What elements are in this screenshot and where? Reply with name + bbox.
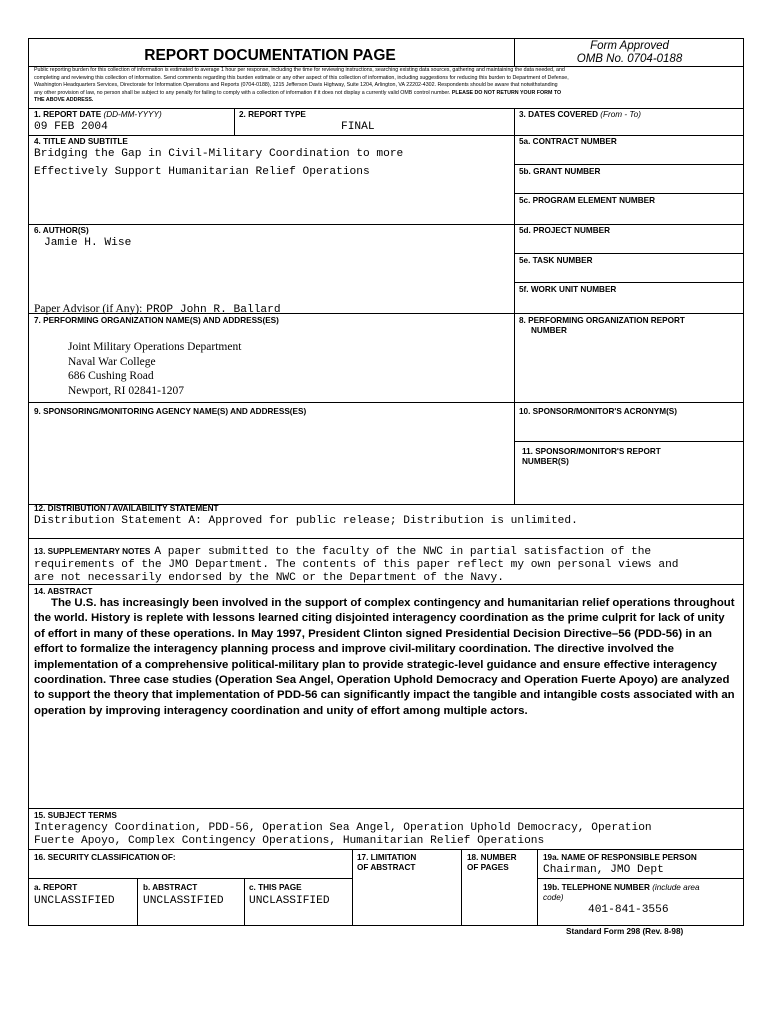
- row-rule: [28, 808, 744, 809]
- abstract-label: 14. ABSTRACT: [34, 587, 93, 596]
- number-of-pages-label-line: 18. NUMBER: [467, 853, 517, 862]
- col-rule: [137, 878, 138, 926]
- responsible-person-value[interactable]: Chairman, JMO Dept: [543, 864, 664, 876]
- distribution-label: 12. DISTRIBUTION / AVAILABILITY STATEMENT: [34, 504, 219, 513]
- advisor-prefix: Paper Advisor (if Any):: [34, 303, 143, 315]
- limitation-label-line: 17. LIMITATION: [357, 853, 417, 862]
- limitation-label-line: OF ABSTRACT: [357, 863, 416, 872]
- row-rule: [514, 253, 744, 254]
- task-number-label: 5e. TASK NUMBER: [519, 256, 593, 265]
- row-rule: [28, 402, 744, 403]
- subject-terms-label: 15. SUBJECT TERMS: [34, 811, 117, 820]
- report-date-hint: (DD-MM-YYYY): [103, 110, 162, 119]
- col-rule: [461, 849, 462, 926]
- report-date-label: [34, 110, 162, 120]
- authors-label: 6. AUTHOR(S): [34, 226, 89, 235]
- perf-report-number-label: [519, 316, 685, 336]
- supplementary-label: 13. SUPPLEMENTARY NOTES: [34, 547, 151, 556]
- subject-terms-line1[interactable]: Interagency Coordination, PDD-56, Operation Sea Angel, Operation Uphold Democracy, Operation: [34, 822, 652, 834]
- perf-report-number-label-line: NUMBER: [531, 326, 567, 335]
- report-type-value[interactable]: FINAL: [341, 121, 375, 133]
- page-title: REPORT DOCUMENTATION PAGE: [144, 47, 396, 64]
- limitation-label: [357, 853, 416, 873]
- telephone-label-text: 19b. TELEPHONE NUMBER: [543, 883, 650, 892]
- sponsor-agency-label: 9. SPONSORING/MONITORING AGENCY NAME(S) AND ADDRESS(ES): [34, 407, 307, 416]
- abstract-text[interactable]: The U.S. has increasingly been involved in the support of complex contingency and humanitarian relief operations throughout the world. History is replete with lessons learned citing disjointed interagency coordination as the prime culprit for lack of unity of effort in many of these operations. In May 1997, President Clinton signed Presidential Decision Directive–56 (PDD-56) in an effort to formalize the interagency planning process and improve civil-military coordination. The directive involved the implementation of a comprehensive political-military plan to provide strategic-level guidance and ensure effective interagency coordination. Three case studies (Operation Sea Angel, Operation Uphold Democracy and Operation Fuerte Apoyo) are analyzed to support the theory that implementation of PDD-56 can significantly impact the tangible and intangible costs associated with an operation by improving interagency coordination and unity of effort among multiple actors.: [34, 597, 735, 717]
- number-of-pages-label-line: OF PAGES: [467, 863, 509, 872]
- col-rule: [244, 878, 245, 926]
- abstract-classification-label: b. ABSTRACT: [143, 883, 198, 892]
- sponsor-report-number-label: [522, 447, 661, 467]
- report-type-label: 2. REPORT TYPE: [239, 110, 306, 119]
- supplementary-text: A paper submitted to the faculty of the NWC in partial satisfaction of the: [154, 546, 652, 558]
- burden-warning: PLEASE DO NOT RETURN YOUR FORM TO: [451, 89, 562, 96]
- report-classification-label: a. REPORT: [34, 883, 78, 892]
- supplementary-notes[interactable]: [34, 541, 740, 585]
- burden-warning: THE ABOVE ADDRESS.: [34, 97, 94, 104]
- program-element-label: 5c. PROGRAM ELEMENT NUMBER: [519, 196, 656, 205]
- org-address-line: Newport, RI 02841-1207: [68, 384, 184, 397]
- performing-org-label: 7. PERFORMING ORGANIZATION NAME(S) AND ADDRESS(ES): [34, 316, 279, 325]
- col-rule: [514, 108, 515, 504]
- burden-line: completing and reviewing this collection of information. Send comments regarding this burden estimate or any other aspect of this collection of information, including suggestions for reducing this burden to Department of Defense,: [34, 74, 569, 81]
- report-date-label-text: 1. REPORT DATE: [34, 110, 102, 119]
- title-value-line1[interactable]: Bridging the Gap in Civil-Military Coordination to more: [34, 148, 404, 160]
- burden-line: [34, 90, 740, 98]
- row-rule: [28, 584, 744, 585]
- project-number-label: 5d. PROJECT NUMBER: [519, 226, 610, 235]
- telephone-value[interactable]: 401-841-3556: [588, 904, 669, 916]
- number-of-pages-label: [467, 853, 517, 873]
- abstract-classification-value[interactable]: UNCLASSIFIED: [143, 895, 224, 907]
- sponsor-acronym-label: 10. SPONSOR/MONITOR'S ACRONYM(S): [519, 407, 677, 416]
- row-rule: [514, 193, 744, 194]
- dates-covered-label: [519, 110, 641, 120]
- page-classification-label: c. THIS PAGE: [249, 883, 302, 892]
- page-classification-value[interactable]: UNCLASSIFIED: [249, 895, 330, 907]
- org-address-line: Joint Military Operations Department: [68, 341, 242, 353]
- responsible-person-label: 19a. NAME OF RESPONSIBLE PERSON: [543, 853, 697, 862]
- supplementary-line: are not necessarily endorsed by the NWC or the Department of the Navy.: [34, 572, 504, 584]
- row-rule: [28, 313, 744, 314]
- col-rule: [537, 849, 538, 926]
- subject-terms-line2[interactable]: Fuerte Apoyo, Complex Contingency Operations, Humanitarian Relief Operations: [34, 835, 545, 847]
- sponsor-report-number-label-line: NUMBER(S): [522, 457, 569, 466]
- org-address-line: 686 Cushing Road: [68, 370, 154, 382]
- telephone-label: [543, 883, 700, 893]
- row-rule: [28, 849, 744, 850]
- telephone-hint: code): [543, 893, 564, 902]
- row-rule: [28, 538, 744, 539]
- row-rule: [28, 135, 744, 136]
- burden-line: Public reporting burden for this collection of information is estimated to average 1 hour per response, including the time for reviewing instructions, searching existing data sources, gathering and maintaining the data needed, and: [34, 67, 565, 73]
- burden-line: [34, 97, 740, 105]
- burden-statement: [34, 67, 740, 105]
- org-address[interactable]: [68, 340, 241, 398]
- grant-number-label: 5b. GRANT NUMBER: [519, 167, 601, 176]
- col-rule: [234, 108, 235, 135]
- burden-text: any other provision of law, no person shall be subject to any penalty for failing to comply with a collection of information if it does not display a currently valid OMB control number.: [34, 89, 451, 96]
- org-address-line: Naval War College: [68, 355, 156, 368]
- col-rule: [352, 849, 353, 926]
- omb-number: OMB No. 0704-0188: [576, 53, 683, 65]
- work-unit-label: 5f. WORK UNIT NUMBER: [519, 285, 617, 294]
- row-rule: [28, 108, 744, 109]
- dates-covered-label-text: 3. DATES COVERED: [519, 110, 599, 119]
- paper-advisor: [34, 299, 281, 317]
- advisor-value[interactable]: PROP John R. Ballard: [146, 304, 281, 316]
- row-rule: [28, 878, 353, 879]
- burden-line: Washington Headquarters Services, Directorate for Information Operations and Reports (0704-0188), 1215 Jefferson Davis Highway, Suite 1204, Arlington, VA 22202-4302. Respondents should be aware that notwithstanding: [34, 82, 558, 89]
- dates-covered-hint: (From - To): [600, 110, 641, 119]
- row-rule: [514, 164, 744, 165]
- perf-report-number-label-line: 8. PERFORMING ORGANIZATION REPORT: [519, 316, 685, 325]
- row-rule: [28, 224, 744, 225]
- row-rule: [514, 441, 744, 442]
- contract-number-label: 5a. CONTRACT NUMBER: [519, 137, 617, 146]
- security-classification-label: 16. SECURITY CLASSIFICATION OF:: [34, 853, 176, 862]
- form-approved-label: Form Approved: [590, 40, 669, 52]
- distribution-value[interactable]: Distribution Statement A: Approved for public release; Distribution is unlimited.: [34, 515, 578, 527]
- telephone-hint: (include area: [652, 883, 700, 892]
- telephone-hint-cont: [543, 893, 563, 903]
- report-date-value[interactable]: 09 FEB 2004: [34, 121, 108, 133]
- form-number: Standard Form 298 (Rev. 8-98): [566, 927, 684, 936]
- report-classification-value[interactable]: UNCLASSIFIED: [34, 895, 115, 907]
- row-rule: [514, 282, 744, 283]
- row-rule: [537, 878, 744, 879]
- title-label: 4. TITLE AND SUBTITLE: [34, 137, 128, 146]
- supplementary-line: [34, 541, 740, 559]
- sponsor-report-number-label-line: 11. SPONSOR/MONITOR'S REPORT: [522, 447, 661, 456]
- supplementary-line: requirements of the JMO Department. The contents of this paper reflect my own personal views and: [34, 559, 679, 571]
- author-value[interactable]: Jamie H. Wise: [44, 237, 132, 249]
- title-value-line2[interactable]: Effectively Support Humanitarian Relief Operations: [34, 166, 370, 178]
